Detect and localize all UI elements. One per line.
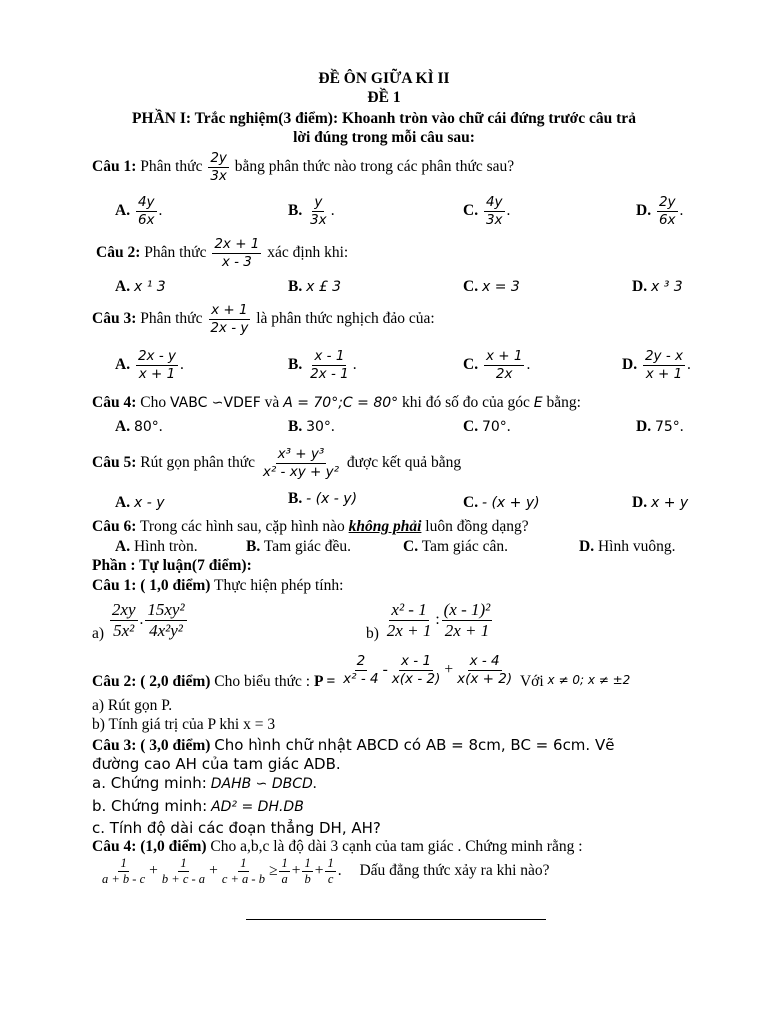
essay-3-cont: đường cao AH của tam giác ADB. <box>92 755 341 773</box>
q3-option-d[interactable]: D. $\frac{2y - x}{x + 1}$ . <box>622 348 691 382</box>
part2-heading: Phần : Tự luận(7 điểm): <box>92 557 252 574</box>
q6-option-c[interactable]: C. Tam giác cân. <box>403 538 508 555</box>
essay-question-1: Câu 1: ( 1,0 điểm) Thực hiện phép tính: <box>92 577 344 594</box>
question-5: Câu 5: Rút gọn phân thức $\frac{\text{x³ + y³}}{\text{x² - xy + y²}}$ được kết quả bằng <box>92 446 462 480</box>
q6-option-b[interactable]: B. Tam giác đều. <box>246 538 351 555</box>
emphasis-not: không phải <box>348 518 422 535</box>
question-1: Câu 1: Phân thức $\frac{2y}{3x}$ bằng phân thức nào trong các phân thức sau? <box>92 150 515 184</box>
q5-option-c[interactable]: C. - (x + y) <box>463 494 540 511</box>
q5-fraction: $\frac{\text{x³ + y³}}{\text{x² - xy + y²}}$ <box>262 446 339 480</box>
essay-2a: a) Rút gọn P. <box>92 697 173 714</box>
q3-option-c[interactable]: C. $\frac{x + 1}{2x}$ . <box>463 348 531 382</box>
essay-question-3: Câu 3: ( 3,0 điểm) Cho hình chữ nhật ABCD có AB = 8cm, BC = 6cm. Vẽ <box>92 736 615 754</box>
q5-option-a[interactable]: A. x - y <box>115 494 165 511</box>
essay-2b: b) Tính giá trị của P khi x = 3 <box>92 716 276 733</box>
q1-option-c[interactable]: C. $\frac{4y}{3x}$ . <box>463 194 511 228</box>
question-6: Câu 6: Trong các hình sau, cặp hình nào không phải luôn đồng dạng? <box>92 518 529 535</box>
q2-option-a[interactable]: A. x ¹ 3 <box>115 278 166 295</box>
exam-number: ĐỀ 1 <box>367 89 401 106</box>
q3-option-a[interactable]: A. $\frac{2x - y}{x + 1}$ . <box>115 348 184 382</box>
q2-option-d[interactable]: D. x ³ 3 <box>632 278 683 295</box>
q5-option-b[interactable]: B. - (x - y) <box>288 490 358 507</box>
exam-title: ĐỀ ÔN GIỮA KÌ II <box>318 70 450 87</box>
similar-triangles: VABC ∽VDEF <box>169 395 261 411</box>
question-2: Câu 2: Phân thức $\frac{2x + 1}{x - 3}$ xác định khi: <box>96 236 349 270</box>
q1-option-b[interactable]: B. $\frac{y}{3x}$ . <box>288 194 335 228</box>
q3-fraction: $\frac{x + 1}{2x - y}$ <box>210 302 249 336</box>
essay-question-2: Câu 2: ( 2,0 điểm) Cho biểu thức : P = $\frac{2}{\text{x² - 4}}$ - $\frac{x - 1}{x(x - 2)}$ + $\frac{x - 4}{x(x + 2)}$ Với $_{x \ne 0; x \ne \pm 2}$ <box>92 653 631 691</box>
given-angles: A = 70°;C = 80° <box>283 395 399 411</box>
q2-option-b[interactable]: B. x £ 3 <box>288 278 342 295</box>
q1-fraction: $\frac{2y}{3x}$ <box>210 150 227 184</box>
essay-3c: c. Tính độ dài các đoạn thẳng DH, AH? <box>92 819 381 837</box>
q4-option-b[interactable]: B. 30°. <box>288 418 335 435</box>
essay-1b: b) $\frac{\text{x² - 1}}{2x + 1}$ : $\frac{\text{(x - 1)²}}{2x + 1}$ <box>366 600 491 643</box>
question-4: Câu 4: Cho VABC ∽VDEF và A = 70°;C = 80° khi đó số đo của góc E bằng: <box>92 394 581 411</box>
q2-option-c[interactable]: C. x = 3 <box>463 278 520 295</box>
q4-option-c[interactable]: C. 70°. <box>463 418 511 435</box>
q1-option-a[interactable]: A. $\frac{4y}{6x}$ . <box>115 194 163 228</box>
q1-option-d[interactable]: D. $\frac{2y}{6x}$ . <box>636 194 684 228</box>
part1-heading: PHẦN I: Trắc nghiệm(3 điểm): Khoanh tròn vào chữ cái đứng trước câu trả <box>132 110 636 127</box>
essay-3b: b. Chứng minh: AD² = DH.DB <box>92 797 304 815</box>
q4-option-a[interactable]: A. 80°. <box>115 418 163 435</box>
inequality: $\frac{1}{a + b - c}$ + $\frac{1}{b + c - a}$ + $\frac{1}{c + a - b}$ ≥ $\frac{1}{a}$ + $\frac{1}{b}$ + $\frac{1}{c}$ . Dấu đẳng thức xảy ra khi nào? <box>102 856 550 886</box>
q6-option-a[interactable]: A. Hình tròn. <box>115 538 198 555</box>
q3-option-b[interactable]: B. $\frac{x - 1}{2x - 1}$ . <box>288 348 357 382</box>
closing-divider <box>246 919 546 920</box>
q4-option-d[interactable]: D. 75°. <box>636 418 684 435</box>
essay-question-4: Câu 4: (1,0 điểm) Cho a,b,c là độ dài 3 cạnh của tam giác . Chứng minh rằng : <box>92 838 583 855</box>
q6-option-d[interactable]: D. Hình vuông. <box>579 538 676 555</box>
essay-3a: a. Chứng minh: DAHB ∽ DBCD. <box>92 774 317 792</box>
q2-fraction: $\frac{2x + 1}{x - 3}$ <box>214 236 260 270</box>
question-3: Câu 3: Phân thức $\frac{x + 1}{2x - y}$ là phân thức nghịch đảo của: <box>92 302 435 336</box>
essay-1a: a) $\frac{2xy}{\text{5x²}}$ . $\frac{\text{15xy²}}{\text{4x²y²}}$ <box>92 600 185 643</box>
part1-heading-cont: lời đúng trong mỗi câu sau: <box>293 129 475 146</box>
q5-option-d[interactable]: D. x + y <box>632 494 689 511</box>
